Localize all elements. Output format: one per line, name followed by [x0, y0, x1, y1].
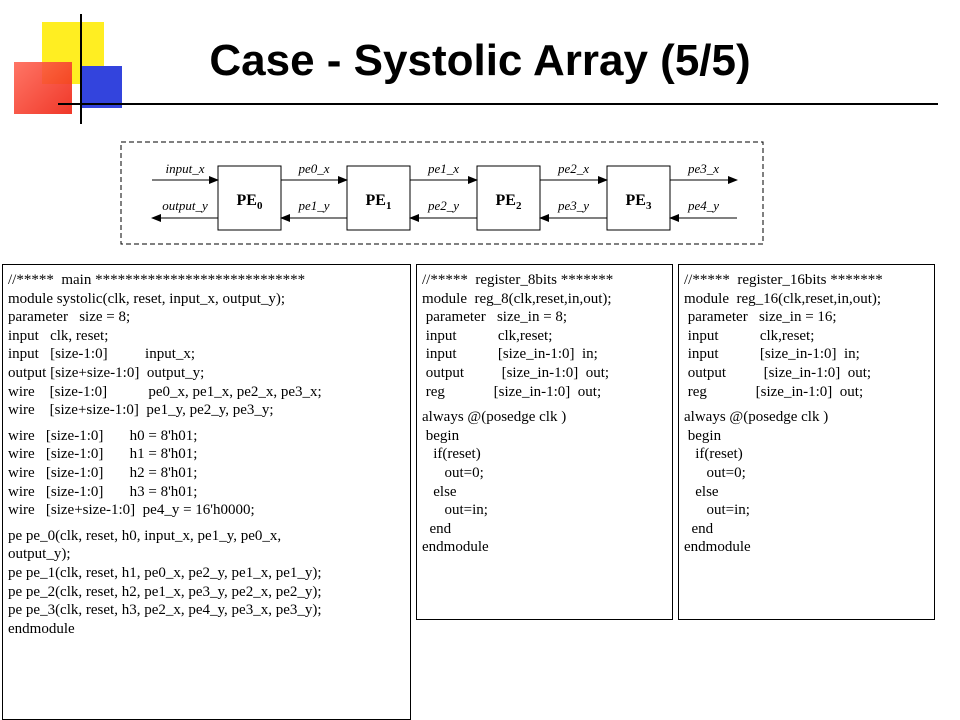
code-line: pe pe_1(clk, reset, h1, pe0_x, pe2_y, pe1_x, pe1_y); — [8, 564, 322, 581]
code-line: wire [size-1:0] h1 = 8'h01; — [8, 446, 198, 463]
code-line: //***** register_16bits ******* — [684, 272, 883, 288]
code-line: wire [size-1:0] h0 = 8'h01; — [8, 427, 198, 444]
code-line: endmodule — [8, 620, 75, 637]
signal-label-x: pe1_x — [427, 161, 460, 176]
code-line: end — [422, 520, 452, 537]
page-title: Case - Systolic Array (5/5) — [209, 36, 751, 85]
code-line: //***** register_8bits ******* — [422, 272, 614, 288]
code-panel-main — [2, 264, 411, 720]
code-line: output [size_in-1:0] out; — [684, 364, 872, 381]
code-line: input [size_in-1:0] in; — [684, 346, 860, 363]
code-line: else — [684, 483, 719, 500]
code-line: out=0; — [684, 464, 746, 481]
code-line: if(reset) — [684, 446, 743, 463]
pe-label: $PE_2$ — [495, 192, 522, 212]
code-line: begin — [684, 427, 722, 444]
signal-label-x: pe0_x — [298, 161, 330, 176]
code-line: output [size+size-1:0] output_y; — [8, 364, 205, 381]
code-line: pe pe_3(clk, reset, h3, pe2_x, pe4_y, pe3_x, pe3_y); — [8, 602, 322, 619]
code-line: module systolic(clk, reset, input_x, output_y); — [8, 290, 286, 307]
code-panel-register-8bits — [416, 264, 673, 620]
pe-label: $PE_0$ — [236, 192, 263, 212]
pe-label: $PE_1$ — [365, 192, 392, 212]
code-line: pe pe_2(clk, reset, h2, pe1_x, pe3_y, pe2_x, pe2_y); — [8, 583, 322, 600]
code-line: //***** main **************************** — [8, 272, 306, 288]
pe-label: $PE_3$ — [625, 192, 652, 212]
code-group-gap — [8, 420, 410, 427]
code-line: always @(posedge clk ) — [684, 409, 829, 426]
code-line: input [size_in-1:0] in; — [422, 346, 598, 363]
code-panel-register-16bits — [678, 264, 935, 620]
code-line: if(reset) — [422, 446, 481, 463]
code-group-gap — [8, 520, 410, 527]
signal-label-y: pe2_y — [427, 198, 460, 213]
code-line: wire [size-1:0] h3 = 8'h01; — [8, 483, 198, 500]
code-line: wire [size-1:0] h2 = 8'h01; — [8, 464, 198, 481]
systolic-array-diagram — [0, 0, 960, 260]
code-line: reg [size_in-1:0] out; — [684, 383, 864, 400]
signal-label-y: output_y — [162, 198, 208, 213]
code-line: endmodule — [422, 539, 489, 556]
signal-label-y: pe3_y — [557, 198, 590, 213]
code-line: input [size-1:0] input_x; — [8, 346, 196, 363]
signal-label-y: pe1_y — [298, 198, 330, 213]
code-line: input clk,reset; — [684, 327, 815, 344]
code-line: wire [size-1:0] pe0_x, pe1_x, pe2_x, pe3_x; — [8, 383, 322, 400]
code-line: module reg_16(clk,reset,in,out); — [684, 290, 882, 307]
signal-label-x: pe3_x — [687, 161, 720, 176]
code-line: output_y); — [8, 546, 71, 563]
code-line: begin — [422, 427, 460, 444]
code-line: else — [422, 483, 457, 500]
code-line: input clk,reset; — [422, 327, 553, 344]
code-line: output [size_in-1:0] out; — [422, 364, 610, 381]
code-line: out=in; — [684, 502, 750, 519]
code-line: out=0; — [422, 464, 484, 481]
code-line: parameter size = 8; — [8, 309, 131, 326]
code-line: always @(posedge clk ) — [422, 409, 567, 426]
code-line: module reg_8(clk,reset,in,out); — [422, 290, 612, 307]
code-line: wire [size+size-1:0] pe4_y = 16'h0000; — [8, 502, 255, 519]
code-line: reg [size_in-1:0] out; — [422, 383, 602, 400]
code-line: endmodule — [684, 539, 751, 556]
signal-label-x: input_x — [165, 161, 205, 176]
code-line: out=in; — [422, 502, 488, 519]
code-line: wire [size+size-1:0] pe1_y, pe2_y, pe3_y; — [8, 402, 274, 419]
code-line: pe pe_0(clk, reset, h0, input_x, pe1_y, pe0_x, — [8, 527, 282, 544]
code-line: end — [684, 520, 714, 537]
code-line: input clk, reset; — [8, 327, 109, 344]
code-line: parameter size_in = 8; — [422, 309, 568, 326]
signal-label-y: pe4_y — [687, 198, 720, 213]
code-group-gap — [422, 401, 672, 408]
signal-label-x: pe2_x — [557, 161, 590, 176]
code-group-gap — [684, 401, 934, 408]
code-line: parameter size_in = 16; — [684, 309, 837, 326]
